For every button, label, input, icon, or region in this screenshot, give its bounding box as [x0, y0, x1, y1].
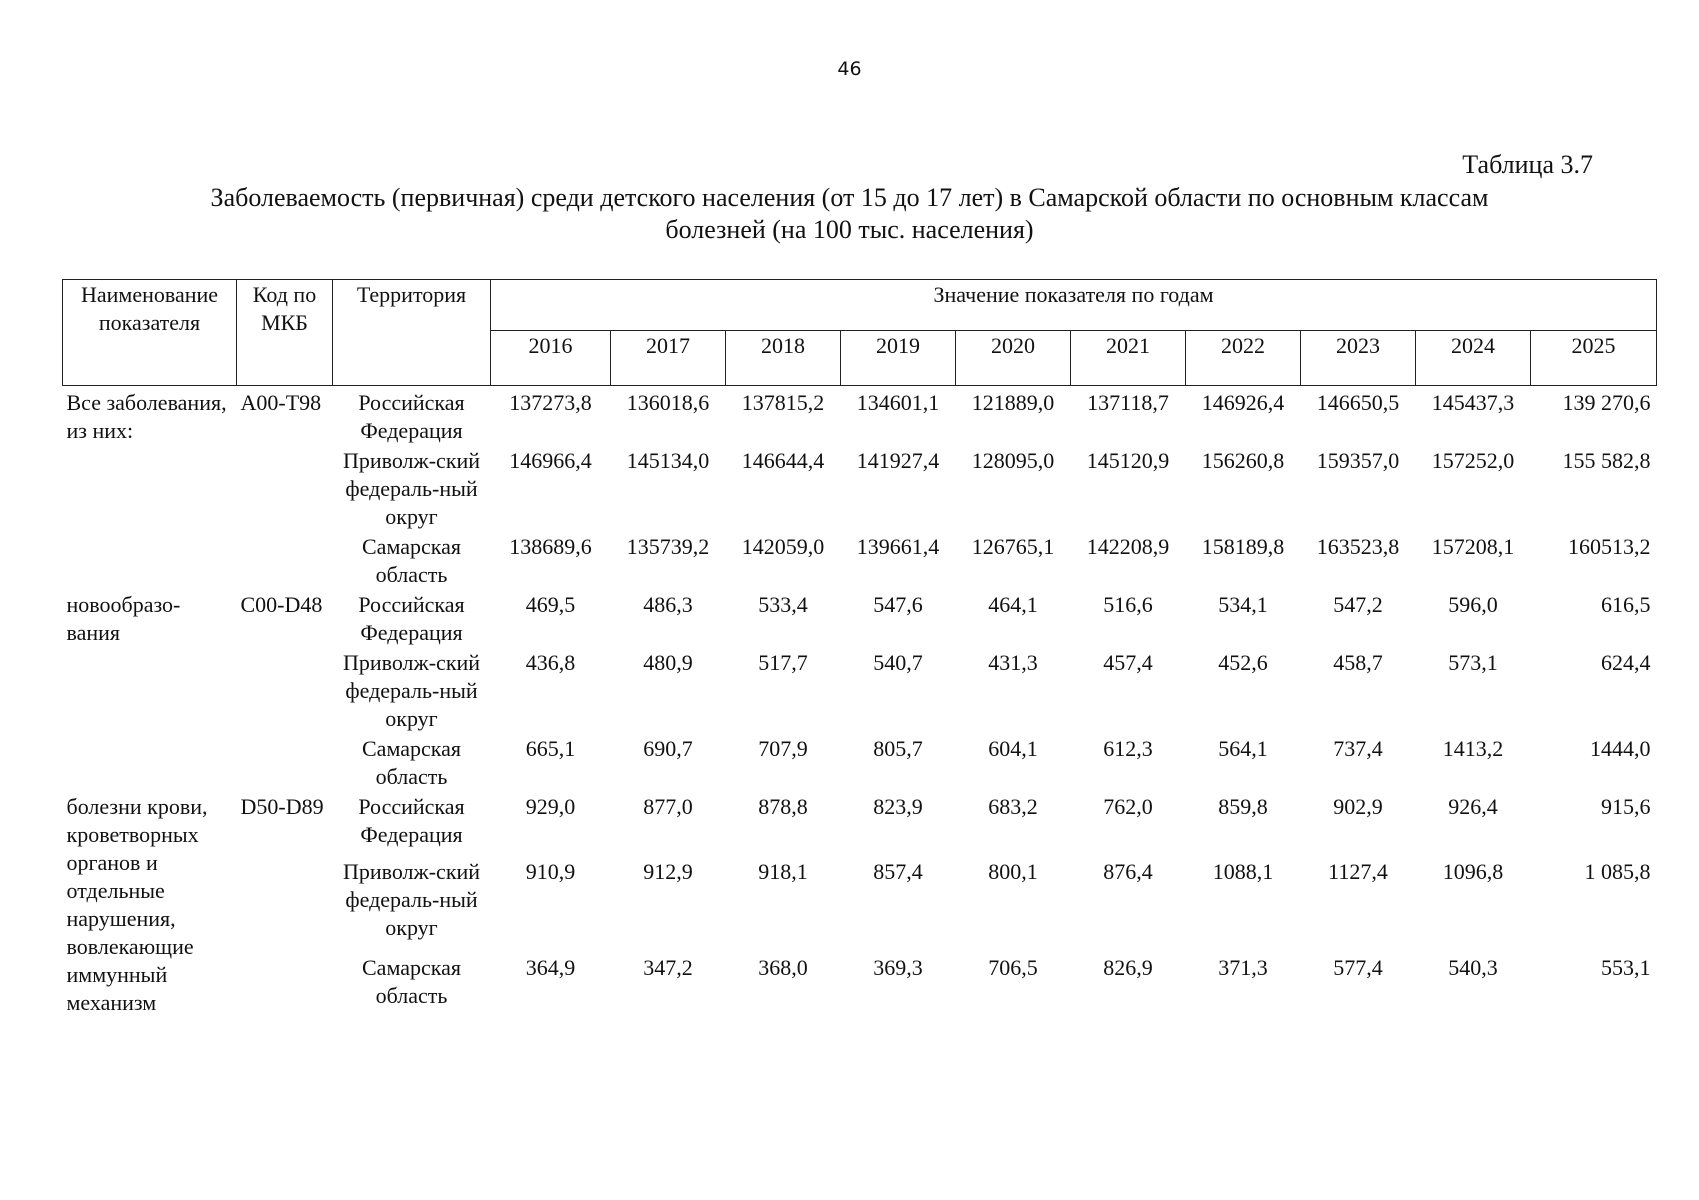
- value-cell: 135739,2: [626, 534, 710, 559]
- value-cell: 573,1: [1448, 650, 1498, 675]
- value-cell: 458,7: [1333, 650, 1383, 675]
- value-cell: 876,4: [1103, 858, 1153, 884]
- territory-name: Самарская область: [362, 736, 461, 789]
- value-cell: 616,5: [1601, 592, 1651, 617]
- value-cell: 553,1: [1601, 955, 1651, 981]
- value-cell: 534,1: [1218, 592, 1268, 617]
- value-cell: 156260,8: [1201, 448, 1285, 473]
- value-cell: 929,0: [525, 794, 576, 819]
- value-cell: 146926,4: [1201, 390, 1285, 415]
- year-header: 2025: [1531, 331, 1657, 386]
- value-cell: 823,9: [873, 794, 923, 819]
- value-cell: 480,9: [643, 650, 693, 675]
- territory-name: Российская Федерация: [358, 794, 465, 847]
- value-cell: 596,0: [1448, 592, 1498, 617]
- icd-code: A00-T98: [240, 390, 322, 415]
- territory-name: Приволж-ский федераль-ный округ: [342, 650, 481, 731]
- value-cell: 145437,3: [1431, 390, 1515, 415]
- table-title-line-2: болезней (на 100 тыс. населения): [665, 215, 1034, 244]
- year-header: 2016: [491, 331, 611, 386]
- value-cell: 137815,2: [741, 390, 825, 415]
- value-cell: 128095,0: [971, 448, 1055, 473]
- value-cell: 145120,9: [1086, 448, 1170, 473]
- page-number: 46: [837, 58, 862, 80]
- value-cell: 826,9: [1103, 955, 1153, 981]
- value-cell: 431,3: [988, 650, 1038, 675]
- value-cell: 624,4: [1601, 650, 1651, 675]
- table-row: [63, 791, 1657, 856]
- indicator-name: Все заболевания, из них:: [66, 390, 227, 443]
- value-cell: 158189,8: [1201, 534, 1285, 559]
- value-cell: 912,9: [643, 858, 693, 884]
- value-cell: 547,2: [1333, 592, 1383, 617]
- header-territory: Территория: [333, 280, 491, 386]
- year-header: 2018: [726, 331, 841, 386]
- value-cell: 1444,0: [1590, 736, 1651, 761]
- value-cell: 564,1: [1218, 736, 1268, 761]
- value-cell: 612,3: [1103, 736, 1153, 761]
- value-cell: 805,7: [873, 736, 923, 761]
- year-header: 2023: [1301, 331, 1416, 386]
- header-values-by-year: Значение показателя по годам: [491, 280, 1657, 331]
- value-cell: 486,3: [643, 592, 693, 617]
- header-row: [63, 280, 1657, 331]
- value-cell: 910,9: [525, 858, 576, 884]
- value-cell: 141927,4: [856, 448, 940, 473]
- value-cell: 800,1: [988, 858, 1038, 884]
- value-cell: 157208,1: [1431, 534, 1515, 559]
- value-cell: 369,3: [873, 955, 923, 981]
- value-cell: 540,3: [1448, 955, 1498, 981]
- value-cell: 540,7: [873, 650, 923, 675]
- icd-code: D50-D89: [240, 794, 324, 819]
- value-cell: 547,6: [873, 592, 923, 617]
- morbidity-table: [62, 279, 1657, 1017]
- table-title-line-1: Заболеваемость (первичная) среди детского населения (от 15 до 17 лет) в Самарской области по основным классам: [210, 183, 1489, 212]
- year-header: 2019: [841, 331, 956, 386]
- value-cell: 137273,8: [509, 390, 592, 415]
- value-cell: 452,6: [1218, 650, 1268, 675]
- value-cell: 877,0: [643, 794, 693, 819]
- value-cell: 146644,4: [741, 448, 825, 473]
- value-cell: 604,1: [988, 736, 1038, 761]
- value-cell: 1127,4: [1328, 858, 1388, 884]
- value-cell: 368,0: [758, 955, 808, 981]
- value-cell: 139 270,6: [1562, 390, 1651, 415]
- value-cell: 371,3: [1218, 955, 1268, 981]
- year-header: 2017: [611, 331, 726, 386]
- year-header: 2020: [956, 331, 1071, 386]
- territory-name: Приволж-ский федераль-ный округ: [342, 448, 481, 529]
- value-cell: 683,2: [988, 794, 1038, 819]
- value-cell: 157252,0: [1431, 448, 1515, 473]
- value-cell: 918,1: [758, 858, 808, 884]
- value-cell: 1088,1: [1212, 858, 1274, 884]
- value-cell: 533,4: [758, 592, 808, 617]
- value-cell: 516,6: [1103, 592, 1153, 617]
- value-cell: 857,4: [873, 858, 923, 884]
- value-cell: 762,0: [1103, 794, 1153, 819]
- value-cell: 1413,2: [1442, 736, 1504, 761]
- territory-name: Самарская область: [362, 955, 461, 1009]
- value-cell: 469,5: [525, 592, 576, 617]
- value-cell: 926,4: [1448, 794, 1498, 819]
- value-cell: 121889,0: [971, 390, 1055, 415]
- value-cell: 517,7: [758, 650, 808, 675]
- header-code: Код по МКБ: [237, 280, 333, 386]
- value-cell: 138689,6: [509, 534, 592, 559]
- value-cell: 665,1: [525, 736, 576, 761]
- indicator-name: болезни крови, кроветворных органов и отдельные нарушения, вовлекающие иммунный механизм: [66, 794, 208, 1015]
- value-cell: 146650,5: [1316, 390, 1400, 415]
- icd-code: C00-D48: [240, 592, 323, 617]
- territory-name: Самарская область: [362, 534, 461, 587]
- value-cell: 878,8: [758, 794, 808, 819]
- value-cell: 707,9: [758, 736, 808, 761]
- table-row: [63, 589, 1657, 647]
- value-cell: 137118,7: [1087, 390, 1169, 415]
- territory-name: Приволж-ский федераль-ный округ: [342, 858, 481, 940]
- territory-name: Российская Федерация: [358, 592, 465, 645]
- value-cell: 577,4: [1333, 955, 1383, 981]
- value-cell: 737,4: [1333, 736, 1383, 761]
- value-cell: 690,7: [643, 736, 693, 761]
- value-cell: 859,8: [1218, 794, 1268, 819]
- year-header: 2022: [1186, 331, 1301, 386]
- year-header: 2021: [1071, 331, 1186, 386]
- value-cell: 364,9: [525, 955, 576, 981]
- value-cell: 1 085,8: [1584, 858, 1651, 884]
- value-cell: 134601,1: [856, 390, 940, 415]
- value-cell: 347,2: [643, 955, 693, 981]
- year-header: 2024: [1416, 331, 1531, 386]
- value-cell: 146966,4: [509, 448, 592, 473]
- value-cell: 163523,8: [1316, 534, 1400, 559]
- value-cell: 145134,0: [626, 448, 710, 473]
- value-cell: 706,5: [988, 955, 1038, 981]
- table-title: [0, 182, 1699, 246]
- value-cell: 464,1: [988, 592, 1038, 617]
- value-cell: 155 582,8: [1562, 448, 1651, 473]
- value-cell: 915,6: [1601, 794, 1651, 819]
- indicator-name: новообразо-вания: [66, 592, 181, 645]
- table-label: Таблица 3.7: [1462, 150, 1593, 179]
- value-cell: 159357,0: [1316, 448, 1400, 473]
- value-cell: 136018,6: [626, 390, 710, 415]
- table-body: [63, 386, 1657, 1018]
- value-cell: 142059,0: [741, 534, 825, 559]
- value-cell: 126765,1: [971, 534, 1055, 559]
- value-cell: 160513,2: [1568, 534, 1651, 559]
- value-cell: 142208,9: [1086, 534, 1170, 559]
- value-cell: 902,9: [1333, 794, 1383, 819]
- value-cell: 457,4: [1103, 650, 1153, 675]
- value-cell: 1096,8: [1442, 858, 1504, 884]
- value-cell: 139661,4: [856, 534, 940, 559]
- table-row: [63, 386, 1657, 446]
- header-name: Наименование показателя: [63, 280, 237, 386]
- territory-name: Российская Федерация: [358, 390, 465, 443]
- value-cell: 436,8: [525, 650, 576, 675]
